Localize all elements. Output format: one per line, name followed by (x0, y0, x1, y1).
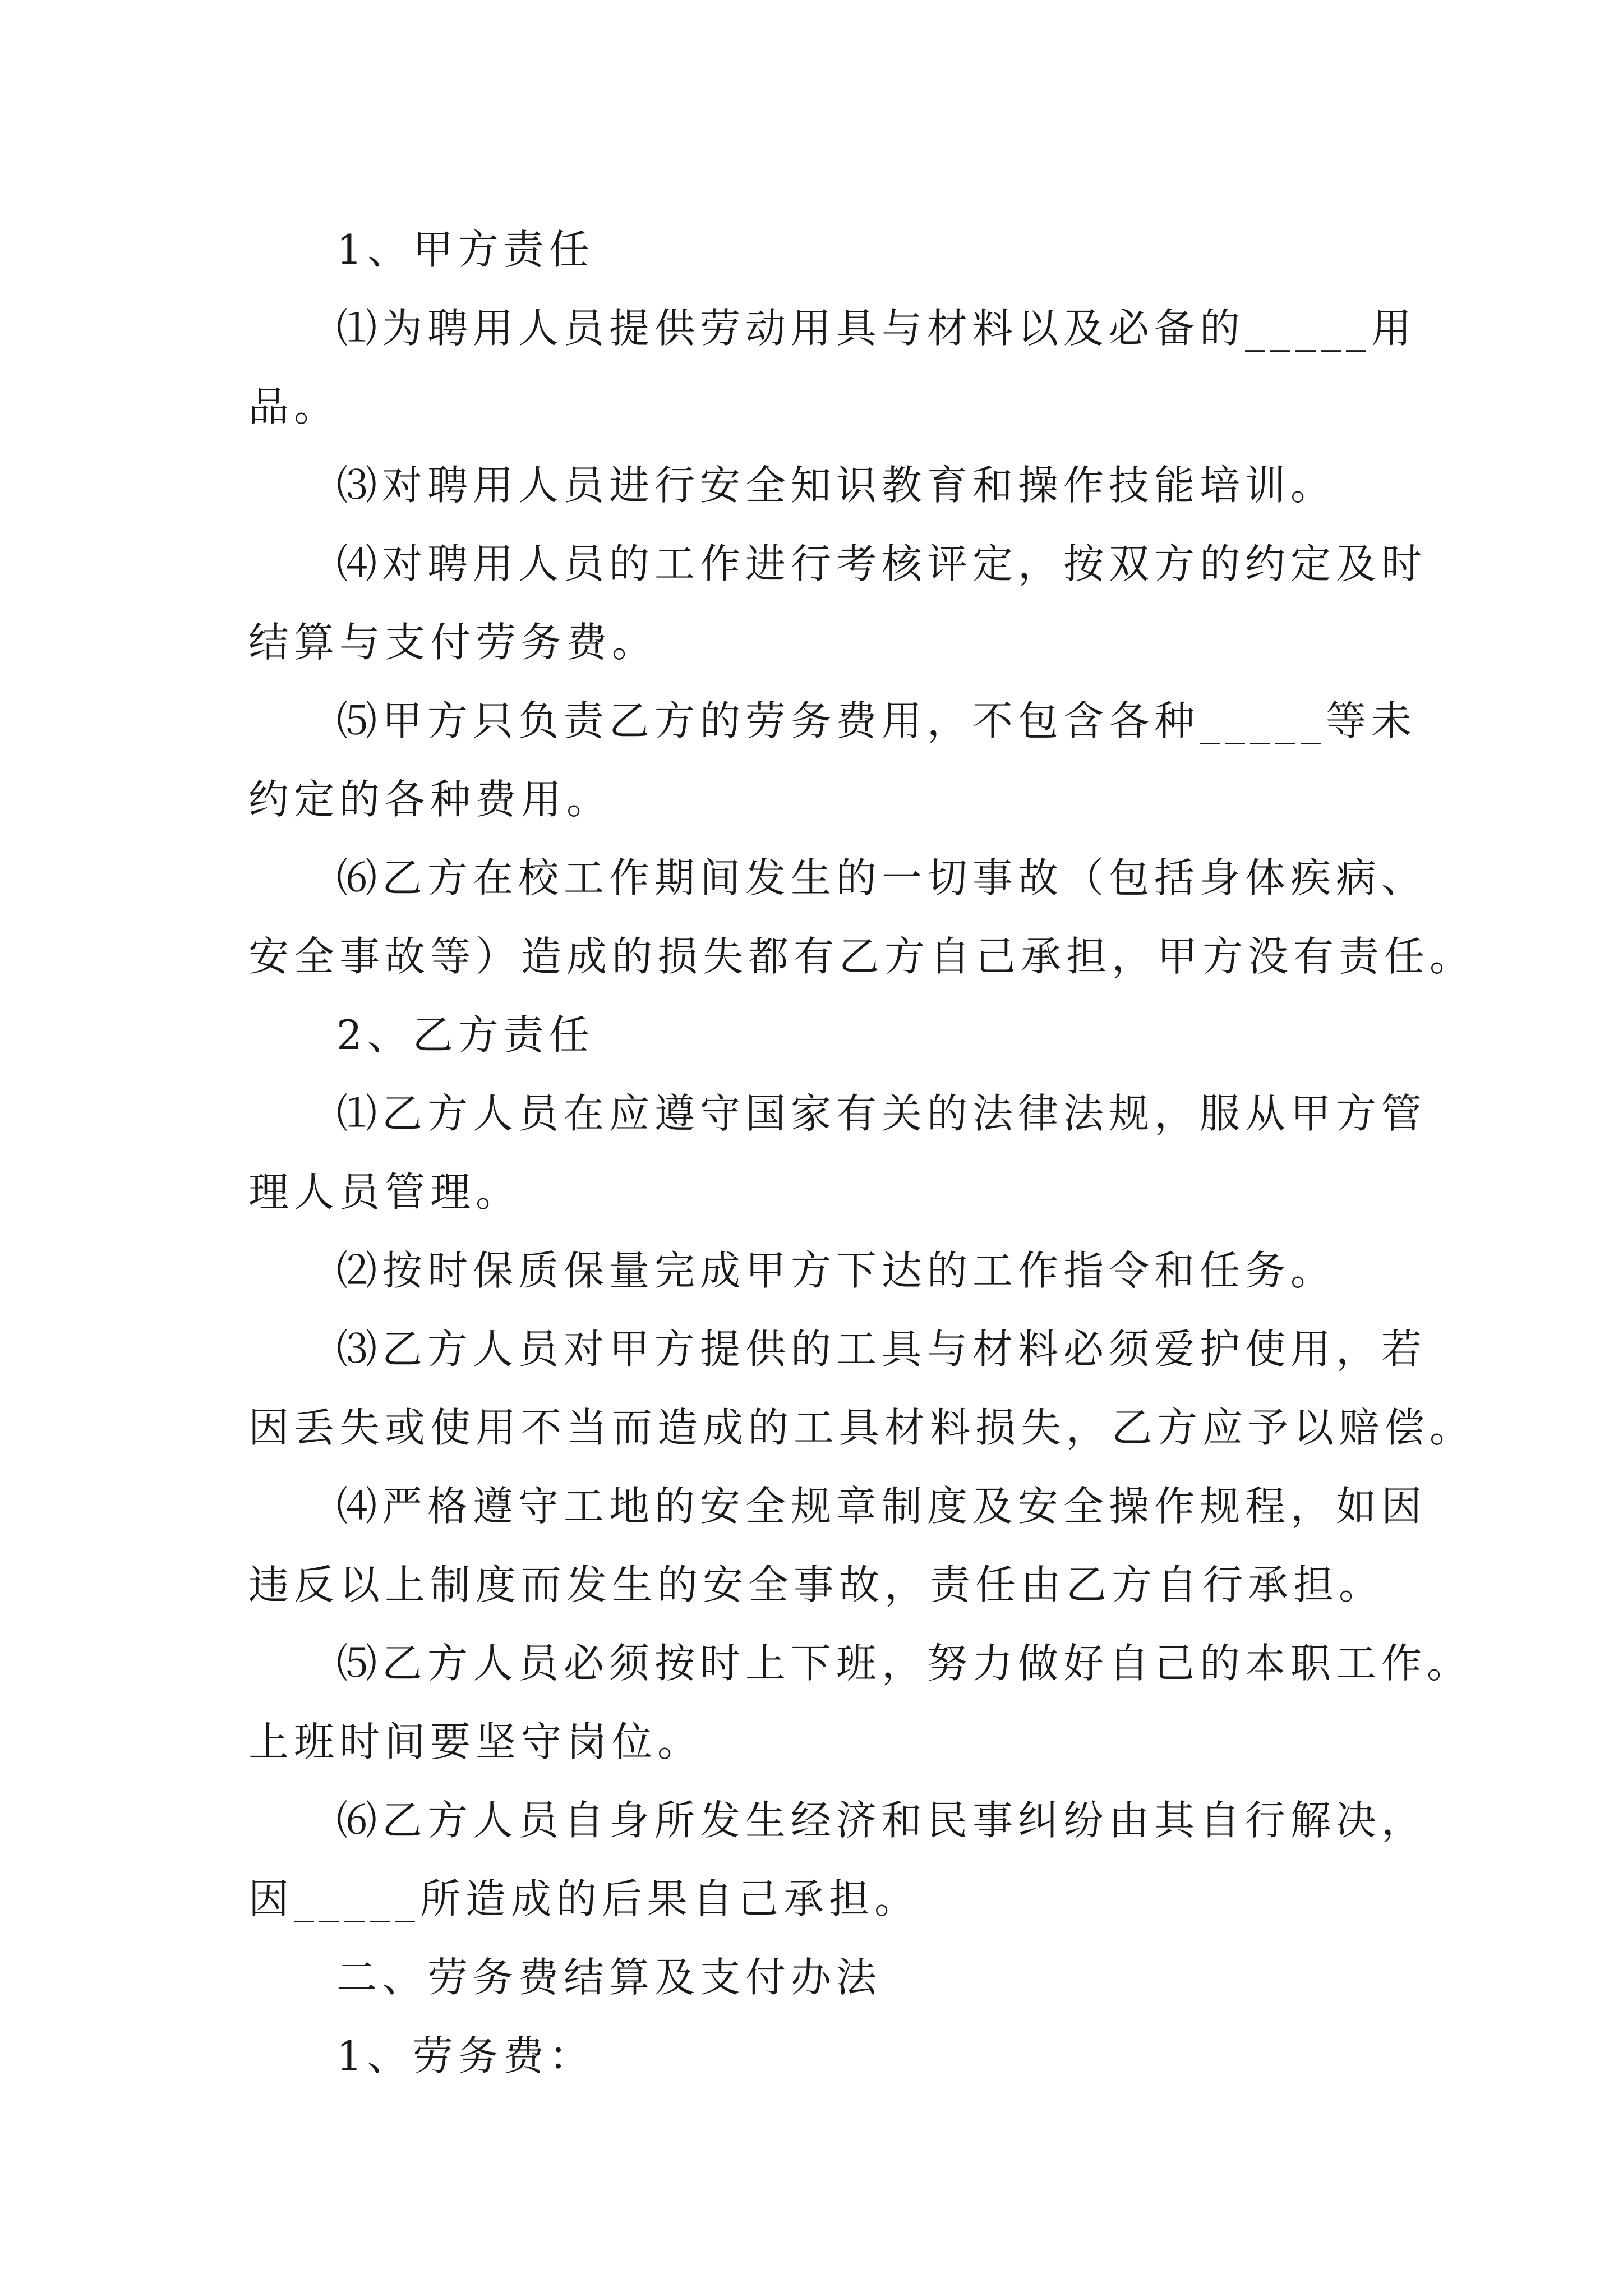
clause-paragraph: ⑶乙方人员对甲方提供的工具与材料必须爱护使用，若 (336, 1326, 1427, 1373)
clause-paragraph: ⑷对聘用人员的工作进行考核评定，按双方的约定及时 (336, 540, 1427, 587)
clause-paragraph: ⑹乙方人员自身所发生经济和民事纠纷由其自行解决， (336, 1797, 1427, 1844)
clause-paragraph: ⑵按时保质保量完成甲方下达的工作指令和任务。 (336, 1247, 1336, 1294)
clause-paragraph-continuation: 因丢失或使用不当而造成的工具材料损失，乙方应予以赔偿。 (248, 1404, 1476, 1451)
clause-paragraph: ⑶对聘用人员进行安全知识教育和操作技能培训。 (336, 462, 1336, 509)
clause-paragraph: ⑴为聘用人员提供劳动用具与材料以及必备的_____用 (336, 305, 1417, 352)
section-heading-fee-settlement: 二、劳务费结算及支付办法 (336, 1954, 882, 2001)
clause-paragraph: ⑹乙方在校工作期间发生的一切事故（包括身体疾病、 (336, 854, 1427, 901)
clause-paragraph-continuation: 约定的各种费用。 (248, 776, 612, 823)
clause-paragraph-continuation: 因_____所造成的后果自己承担。 (248, 1875, 920, 1922)
section-heading-party-a: 1、甲方责任 (336, 226, 594, 273)
clause-paragraph: ⑷严格遵守工地的安全规章制度及安全操作规程，如因 (336, 1483, 1427, 1530)
clause-paragraph-continuation: 理人员管理。 (248, 1168, 522, 1216)
clause-paragraph: ⑴乙方人员在应遵守国家有关的法律法规，服从甲方管 (336, 1090, 1427, 1137)
clause-paragraph-continuation: 违反以上制度而发生的安全事故，责任由乙方自行承担。 (248, 1561, 1385, 1608)
clause-paragraph-continuation: 结算与支付劳务费。 (248, 619, 658, 666)
section-heading-party-b: 2、乙方责任 (336, 1011, 594, 1059)
clause-paragraph-continuation: 安全事故等）造成的损失都有乙方自己承担，甲方没有责任。 (248, 933, 1476, 980)
clause-paragraph-continuation: 品。 (248, 383, 340, 430)
sub-heading-labor-fee: 1、劳务费： (336, 2032, 594, 2079)
clause-paragraph: ⑸甲方只负责乙方的劳务费用，不包含各种_____等未 (336, 697, 1417, 744)
clause-paragraph-continuation: 上班时间要坚守岗位。 (248, 1718, 703, 1765)
clause-paragraph: ⑸乙方人员必须按时上下班，努力做好自己的本职工作。 (336, 1640, 1473, 1687)
